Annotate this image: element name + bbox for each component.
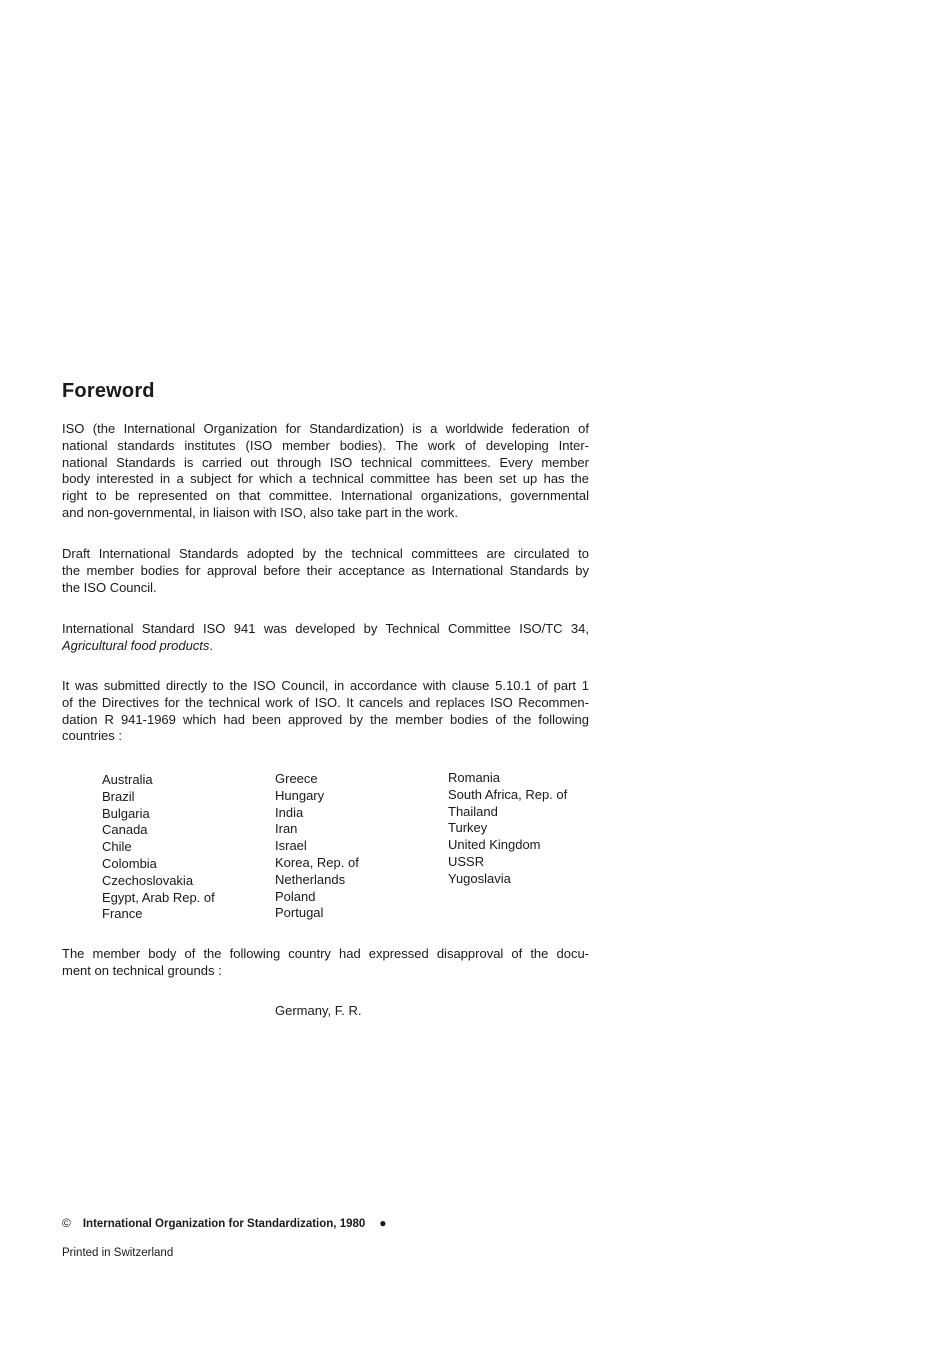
country-item: Portugal [275,905,324,921]
country-item: Israel [275,838,307,854]
country-item: South Africa, Rep. of [448,786,568,802]
text-line [62,638,589,655]
paragraph-iso-intro [62,421,589,522]
punctuation: . [209,637,214,653]
text-line: dation R 941-1969 which had been approved by the member bodies of the following [62,711,589,727]
countries-column-3 [448,770,567,888]
country-item: Korea, Rep. of [275,854,359,870]
paragraph-draft-standards [62,546,589,596]
text-line: right to be represented on that committee. International organizations, governmental [62,488,589,504]
text-line: the ISO Council. [62,579,157,595]
copyright-notice [62,1216,387,1230]
paragraph-standard-origin [62,621,589,655]
countries-column-2 [275,771,359,922]
country-item: Romania [448,770,501,785]
text-line: The member body of the following country had expressed disapproval of the docu- [62,946,589,961]
country-item: Thailand [448,803,498,819]
country-item: Chile [102,839,132,855]
text-line: national standards institutes (ISO member bodies). The work of developing Inter- [62,437,589,453]
text-line: International Standard ISO 941 was developed by Technical Committee ISO/TC 34, [62,621,589,636]
page-title: Foreword [62,380,155,402]
country-item: Bulgaria [102,805,150,821]
text-line: countries : [62,728,122,744]
committee-name: Agricultural food products [62,637,210,653]
text-line: national Standards is carried out through ISO technical committees. Every member [62,454,589,470]
country-item: Czechoslovakia [102,872,194,888]
country-item: Canada [102,822,148,838]
country-item: Greece [275,771,318,786]
country-item: Netherlands [275,871,346,887]
country-item: Poland [275,888,316,904]
disapproving-country: Germany, F. R. [275,1003,362,1018]
text-line: and non-governmental, in liaison with ISO, also take part in the work. [62,504,458,520]
text-line: ment on technical grounds : [62,962,222,978]
bullet-icon: ● [379,1216,387,1230]
country-item: Colombia [102,855,157,871]
paragraph-submission [62,678,589,745]
country-item: Turkey [448,820,488,836]
text-line: It was submitted directly to the ISO Council, in accordance with clause 5.10.1 of part 1 [62,678,589,693]
copyright-icon: © [62,1216,71,1230]
country-item: Brazil [102,788,135,804]
copyright-text: International Organization for Standardization, 1980 [82,1218,366,1230]
country-item: Hungary [275,787,325,803]
text-line: the member bodies for approval before their acceptance as International Standards by [62,562,589,578]
country-item: Iran [275,821,298,837]
country-item: Egypt, Arab Rep. of [102,889,215,905]
country-item: France [102,906,143,922]
text-line: Draft International Standards adopted by the technical committees are circulated to [62,546,589,561]
paragraph-disapproval [62,946,589,980]
country-item: United Kingdom [448,837,541,853]
country-item: Australia [102,772,153,787]
countries-column-1 [102,772,215,923]
text-line: of the Directives for the technical work of ISO. It cancels and replaces ISO Recommen- [62,694,589,710]
printed-location: Printed in Switzerland [62,1247,174,1259]
country-item: Yugoslavia [448,870,511,886]
country-item: India [275,804,304,820]
text-line: ISO (the International Organization for Standardization) is a worldwide federation of [62,421,589,436]
text-line: body interested in a subject for which a technical committee has been set up has the [62,471,589,487]
country-item: USSR [448,853,485,869]
